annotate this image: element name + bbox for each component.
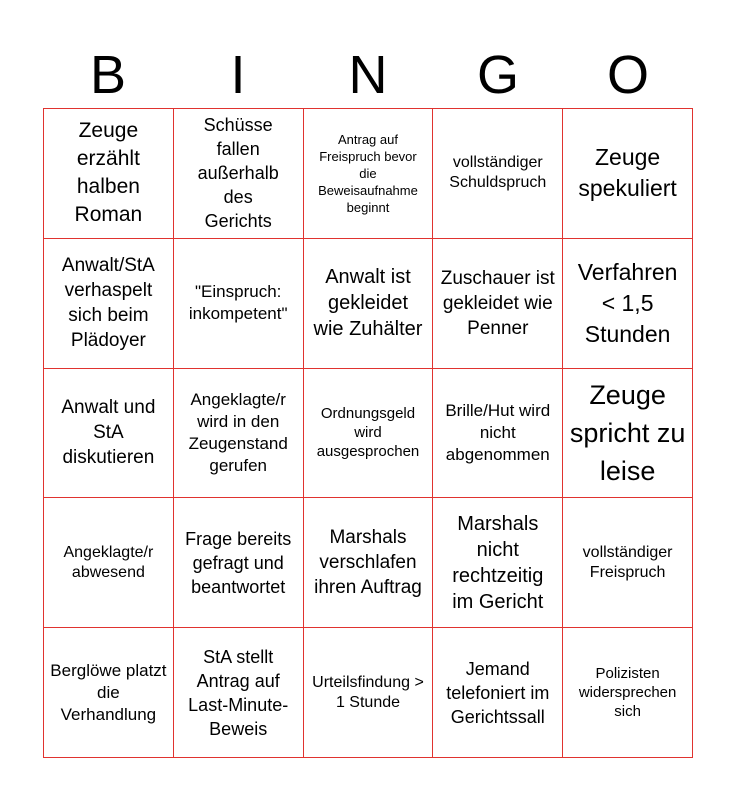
cell-text: Marshals nicht rechtzeitig im Gericht (452, 512, 544, 613)
cell-text: vollständiger Schuldspruch (449, 154, 547, 192)
bingo-cell[interactable] (433, 369, 563, 499)
cell-text: Anwalt/StA verhaspelt sich beim Plädoyer (61, 255, 155, 352)
cell-text: Zeuge erzählt halben Roman (74, 119, 143, 227)
bingo-cell[interactable] (304, 369, 434, 499)
bingo-cell[interactable] (304, 498, 434, 628)
bingo-cell[interactable] (563, 498, 693, 628)
bingo-cell[interactable] (174, 239, 304, 369)
bingo-cell[interactable] (44, 239, 174, 369)
cell-text: "Einspruch: inkompetent" (188, 282, 288, 324)
cell-text: Ordnungsgeld wird ausgesprochen (316, 405, 420, 461)
bingo-cell[interactable] (44, 498, 174, 628)
cell-text: Antrag auf Freispruch bevor die Beweisaufnahme beginnt (318, 131, 418, 215)
bingo-cell[interactable] (563, 109, 693, 239)
cell-text: Berglöwe platzt die Verhandlung (50, 660, 167, 724)
cell-text: Zeuge spekuliert (578, 144, 677, 202)
bingo-header (43, 44, 693, 106)
cell-text: Frage bereits gefragt und beantwortet (185, 528, 292, 597)
bingo-cell[interactable] (563, 628, 693, 758)
cell-text: Angeklagte/r wird in den Zeugenstand gerufen (188, 389, 288, 475)
cell-text: Schüsse fallen außerhalb des Gerichts (197, 115, 279, 232)
bingo-cell[interactable] (304, 628, 434, 758)
bingo-board (43, 108, 693, 758)
bingo-cell[interactable] (44, 109, 174, 239)
bingo-cell[interactable] (433, 239, 563, 369)
cell-text: Zuschauer ist gekleidet wie Penner (440, 267, 555, 339)
bingo-cell[interactable] (433, 109, 563, 239)
header-letter-g: G (476, 45, 519, 105)
bingo-cell[interactable] (174, 498, 304, 628)
cell-text: Jemand telefoniert im Gerichtssall (446, 658, 550, 727)
cell-text: Marshals verschlafen ihren Auftrag (314, 527, 422, 599)
cell-text: Zeuge spricht zu leise (569, 379, 686, 486)
bingo-cell[interactable] (174, 628, 304, 758)
cell-text: Urteilsfindung > 1 Stunde (312, 673, 424, 711)
header-letter-i: I (230, 45, 246, 105)
header-letter-n: N (348, 45, 388, 105)
bingo-cell[interactable] (174, 369, 304, 499)
cell-text: Anwalt und StA diskutieren (61, 397, 156, 469)
cell-text: StA stellt Antrag auf Last-Minute-Beweis (188, 646, 289, 739)
bingo-cell[interactable] (304, 239, 434, 369)
bingo-cell[interactable] (563, 369, 693, 499)
cell-text: Anwalt ist gekleidet wie Zuhälter (313, 266, 423, 341)
bingo-cell[interactable] (433, 628, 563, 758)
cell-text: Verfahren < 1,5 Stunden (577, 258, 678, 347)
bingo-cell[interactable] (174, 109, 304, 239)
bingo-cell[interactable] (304, 109, 434, 239)
cell-text: Polizisten widersprechen sich (578, 665, 677, 721)
header-letter-o: O (606, 45, 649, 105)
bingo-cell[interactable] (44, 369, 174, 499)
header-letter-b: B (89, 45, 127, 105)
cell-text: vollständiger Freispruch (582, 543, 673, 581)
bingo-cell[interactable] (563, 239, 693, 369)
cell-text: Brille/Hut wird nicht abgenommen (445, 400, 551, 464)
cell-text: Angeklagte/r abwesend (63, 543, 154, 581)
bingo-cell[interactable] (433, 498, 563, 628)
bingo-cell[interactable] (44, 628, 174, 758)
